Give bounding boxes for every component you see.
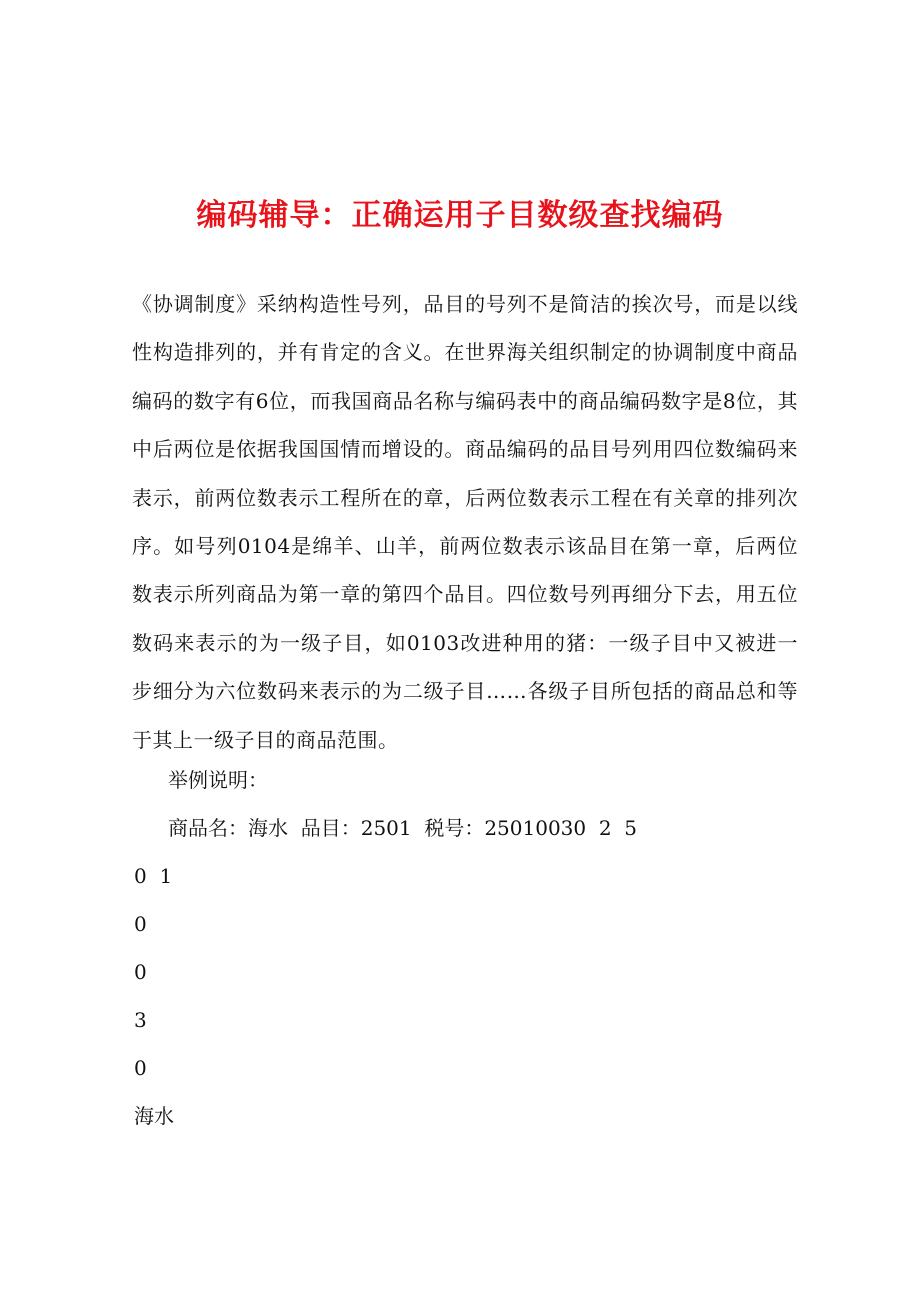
example-heading: 举例说明：	[168, 768, 268, 792]
digit-line-3: 0	[134, 960, 147, 984]
digit-line-5: 0	[134, 1056, 147, 1080]
digit-line-1: 0 1	[134, 864, 173, 888]
example-line: 商品名：海水 品目：2501 税号：25010030 2 5	[168, 816, 638, 840]
body-paragraph: 《协调制度》采纳构造性号列，品目的号列不是简洁的挨次号，而是以线性构造排列的，并有肯定的含义。在世界海关组织制定的协调制度中商品编码的数字有6位，而我国商品名称与编码表中的商品编码数字是8位，其中后两位是依据我国国情而增设的。商品编码的品目号列用四位数编码来表示，前两位数表示工程所在的章，后两位数表示工程在有关章的排列次序。如号列0104是绵羊、山羊，前两位数表示该品目在第一章，后两位数表示所列商品为第一章的第四个品目。四位数号列再细分下去，用五位数码来表示的为一级子目，如0103改进种用的猪：一级子目中又被进一步细分为六位数码来表示的为二级子目……各级子目所包括的商品总和等于其上一级子目的商品范围。	[132, 292, 798, 752]
document-title: 编码辅导：正确运用子目数级查找编码	[196, 198, 724, 233]
digit-line-2: 0	[134, 912, 147, 936]
digit-line-4: 3	[134, 1008, 147, 1032]
seawater-line: 海水	[134, 1104, 174, 1128]
